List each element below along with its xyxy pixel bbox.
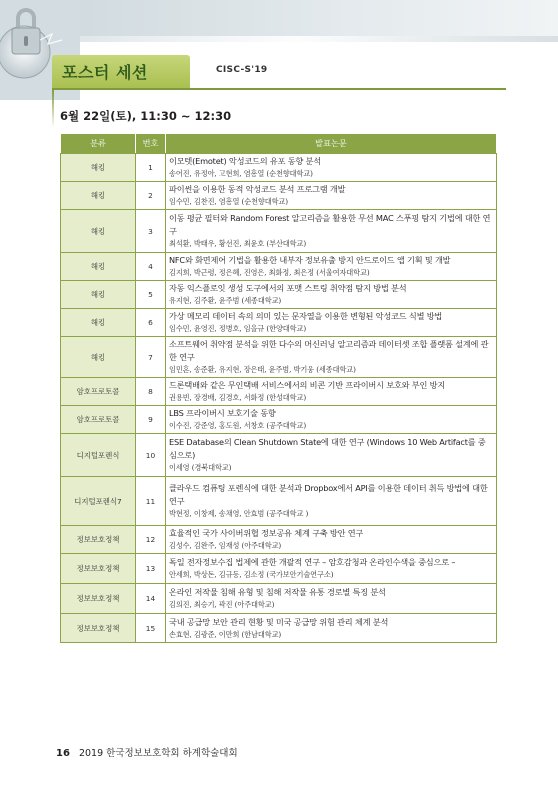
poster-program-table [60,133,497,643]
row-paper [166,182,497,210]
session-date: 6월 22일(토), 11:30 ~ 12:30 [60,109,232,123]
table-row [61,378,497,406]
section-rule-left [52,88,54,128]
paper-authors: 권용빈, 장경배, 김경호, 서화정 (한성대학교) [169,393,307,402]
paper-title: 드론택배와 같은 무인택배 서비스에서의 비콘 기반 프라이버시 보호와 부인 방지 [169,380,446,390]
paper-authors: 유지현, 김주환, 윤주범 (세종대학교) [169,296,282,305]
table-header-row [61,134,497,154]
page-footer [56,745,238,759]
paper-authors: 김성수, 김완주, 임재성 (아주대학교) [169,541,282,550]
paper-authors: 최석환, 박태우, 황선진, 최윤호 (부산대학교) [169,239,307,248]
table-row [61,477,497,526]
row-category: 해킹 [61,309,136,337]
header-number: 번호 [136,134,166,154]
paper-title: 독일 전자정보수집 법제에 관한 개괄적 연구 – 암호감청과 온라인수색을 중심으로 – [169,557,456,567]
table-row [61,584,497,614]
row-paper [166,406,497,434]
row-category: 디지털포렌식7 [61,477,136,526]
row-number: 10 [136,434,166,477]
row-paper [166,309,497,337]
table-row [61,210,497,253]
table-row [61,526,497,554]
row-number: 9 [136,406,166,434]
table-row [61,281,497,309]
row-number: 14 [136,584,166,614]
paper-title: 소프트웨어 취약점 분석을 위한 다수의 머신러닝 알고리즘과 데이터셋 조합 플랫폼 설계에 관한 연구 [169,339,489,362]
row-number: 5 [136,281,166,309]
page-number: 16 [56,748,70,759]
paper-title: ESE Database의 Clean Shutdown State에 대한 연구 (Windows 10 Web Artifact를 중심으로) [169,437,486,460]
header-category: 분류 [61,134,136,154]
paper-title: 이동 평균 필터와 Random Forest 알고리즘을 활용한 무선 MAC 스푸핑 탐지 기법에 대한 연구 [169,213,491,236]
paper-title: 이모텟(Emotet) 악성코드의 유포 동향 분석 [169,156,321,166]
row-category: 정보보호정책 [61,614,136,643]
event-name: 2019 한국정보보호학회 하계학술대회 [78,748,238,759]
row-number: 15 [136,614,166,643]
section-title: 포스터 세션 [62,63,148,82]
paper-authors: 이세영 (경북대학교) [169,463,232,472]
row-number: 13 [136,554,166,584]
paper-authors: 김지희, 박근령, 정은혜, 진영은, 최화정, 최은정 (서울여자대학교) [169,268,370,277]
paper-title: 가상 메모리 데이터 속의 의미 있는 문자열을 이용한 변형된 악성코드 식별 방법 [169,311,443,321]
paper-title: NFC와 화면제어 기법을 활용한 내부자 정보유출 방지 안드로이드 앱 기획 및 개발 [169,255,451,265]
header-paper: 발표논문 [166,134,497,154]
paper-authors: 손효현, 김광준, 이만희 (한남대학교) [169,629,282,639]
row-paper [166,210,497,253]
paper-title: 자동 익스플로잇 생성 도구에서의 포맷 스트링 취약점 탐지 방법 분석 [169,283,407,293]
row-paper [166,281,497,309]
row-paper [166,526,497,554]
row-category: 정보보호정책 [61,584,136,614]
table-row [61,406,497,434]
row-category: 해킹 [61,281,136,309]
row-category: 해킹 [61,182,136,210]
section-rule [52,88,506,90]
row-paper [166,477,497,526]
row-paper [166,253,497,281]
row-number: 6 [136,309,166,337]
row-category: 해킹 [61,210,136,253]
row-paper [166,584,497,614]
row-category: 해킹 [61,253,136,281]
table-row [61,253,497,281]
paper-authors: 안세희, 박상돈, 김규동, 김소정 (국가보안기술연구소) [169,570,334,579]
paper-title: 국내 공급망 보안 관리 현황 및 미국 공급망 위험 관리 체계 분석 [169,616,389,627]
table-row [61,614,497,643]
row-category: 해킹 [61,337,136,378]
paper-title: 효율적인 국가 사이버위협 정보공유 체계 구축 방안 연구 [169,528,364,538]
row-paper [166,378,497,406]
paper-authors: 김의진, 최승기, 곽진 (아주대학교) [169,600,275,609]
row-category: 정보보호정책 [61,526,136,554]
row-paper [166,337,497,378]
row-number: 12 [136,526,166,554]
row-number: 11 [136,477,166,526]
row-paper [166,154,497,182]
paper-authors: 송어진, 유정아, 고현희, 염흥열 (순천향대학교) [169,169,313,178]
row-paper [166,614,497,643]
conference-tag: CISC-S'19 [216,65,268,75]
row-category: 디지털포렌식 [61,434,136,477]
paper-authors: 임수민, 김찬진, 염흥열 (순천향대학교) [169,197,288,206]
row-number: 2 [136,182,166,210]
row-category: 암호프로토콜 [61,378,136,406]
paper-authors: 임수민, 윤영진, 정병호, 임을규 (한양대학교) [169,324,307,333]
paper-authors: 이수진, 강준영, 홍도원, 서창호 (공주대학교) [169,421,307,430]
row-category: 암호프로토콜 [61,406,136,434]
table-row [61,182,497,210]
paper-title: 온라인 저작물 침해 유형 및 침해 저작물 유통 경로별 특징 분석 [169,587,386,597]
paper-title: LBS 프라이버시 보호기술 동향 [169,408,276,418]
row-number: 7 [136,337,166,378]
row-category: 정보보호정책 [61,554,136,584]
table-row [61,554,497,584]
row-paper [166,554,497,584]
paper-title: 파이썬을 이용한 동적 악성코드 분석 프로그램 개발 [169,184,346,194]
paper-authors: 임민혼, 송준환, 유지현, 장은태, 윤주범, 박기웅 (세종대학교) [169,365,356,374]
paper-authors: 박현정, 이창제, 송채영, 안효범 (공주대학교 ) [169,509,309,518]
row-number: 3 [136,210,166,253]
row-number: 8 [136,378,166,406]
table-row [61,434,497,477]
table-row [61,309,497,337]
table-row [61,154,497,182]
paper-title: 클라우드 컴퓨팅 포렌식에 대한 분석과 Dropbox에서 API를 이용한 데이터 취득 방법에 대한 연구 [169,483,488,506]
row-category: 해킹 [61,154,136,182]
table-row [61,337,497,378]
row-paper [166,434,497,477]
header-light-streak [40,36,558,42]
row-number: 1 [136,154,166,182]
row-number: 4 [136,253,166,281]
